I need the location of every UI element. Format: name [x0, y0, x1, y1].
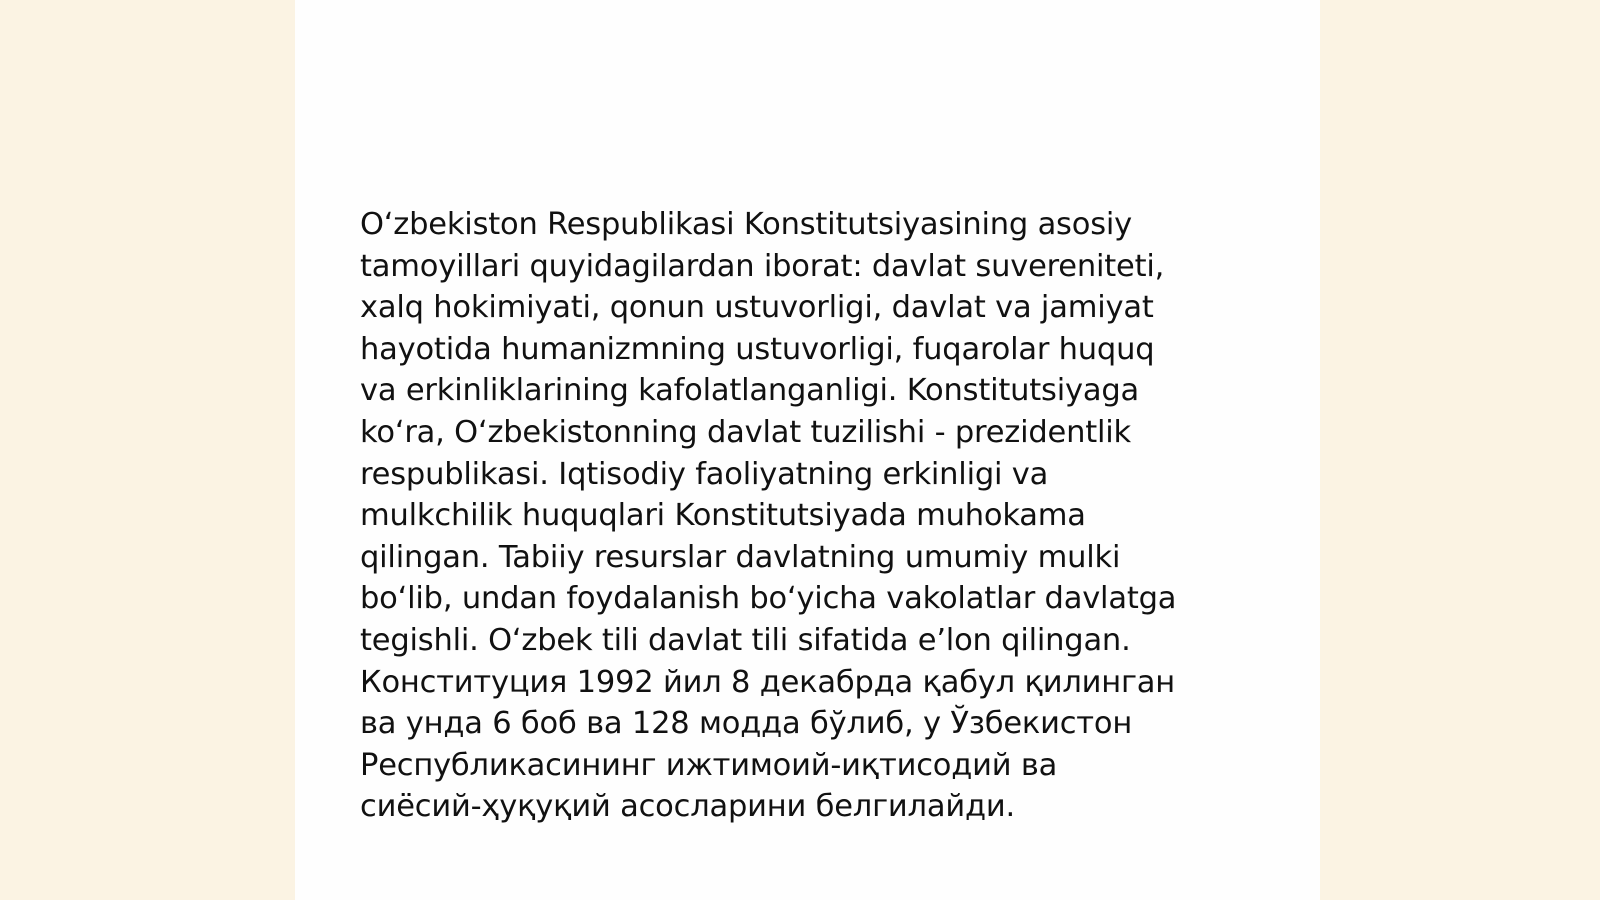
paragraph-line: qilingan. Tabiiy resurslar davlatning umumiy mulki	[360, 539, 1121, 575]
left-margin-background	[0, 0, 295, 900]
paragraph-line: bo‘lib, undan foydalanish bo‘yicha vakolatlar davlatga	[360, 581, 1177, 617]
paragraph-line: tamoyillari quyidagilardan iborat: davlat suvereniteti,	[360, 248, 1165, 284]
paragraph-line: tegishli. O‘zbek tili davlat tili sifatida e’lon qilingan.	[360, 622, 1131, 658]
body-paragraph	[360, 204, 1260, 828]
paragraph-line: hayotida humanizmning ustuvorligi, fuqarolar huquq	[360, 331, 1155, 367]
paragraph-line: respublikasi. Iqtisodiy faoliyatning erkinligi va	[360, 456, 1049, 492]
paragraph-line: Республикасининг ижтимоий-иқтисодий ва	[360, 747, 1058, 783]
paragraph-line: mulkchilik huquqlari Konstitutsiyada muhokama	[360, 498, 1086, 534]
paragraph-line: O‘zbekiston Respublikasi Konstitutsiyasining asosiy	[360, 207, 1133, 242]
paragraph-line: va erkinliklarining kafolatlanganligi. Konstitutsiyaga	[360, 373, 1139, 409]
paragraph-line: сиёсий-ҳуқуқий асосларини белгилайди.	[360, 789, 1015, 825]
paragraph-line: ва унда 6 боб ва 128 модда бўлиб, у Ўзбекистон	[360, 706, 1133, 742]
paragraph-line: xalq hokimiyati, qonun ustuvorligi, davlat va jamiyat	[360, 290, 1154, 326]
paragraph-line: ko‘ra, O‘zbekistonning davlat tuzilishi - prezidentlik	[360, 414, 1131, 450]
document-page	[295, 0, 1320, 900]
paragraph-line: Конституция 1992 йил 8 декабрда қабул қилинган	[360, 664, 1176, 700]
right-margin-background	[1320, 0, 1600, 900]
